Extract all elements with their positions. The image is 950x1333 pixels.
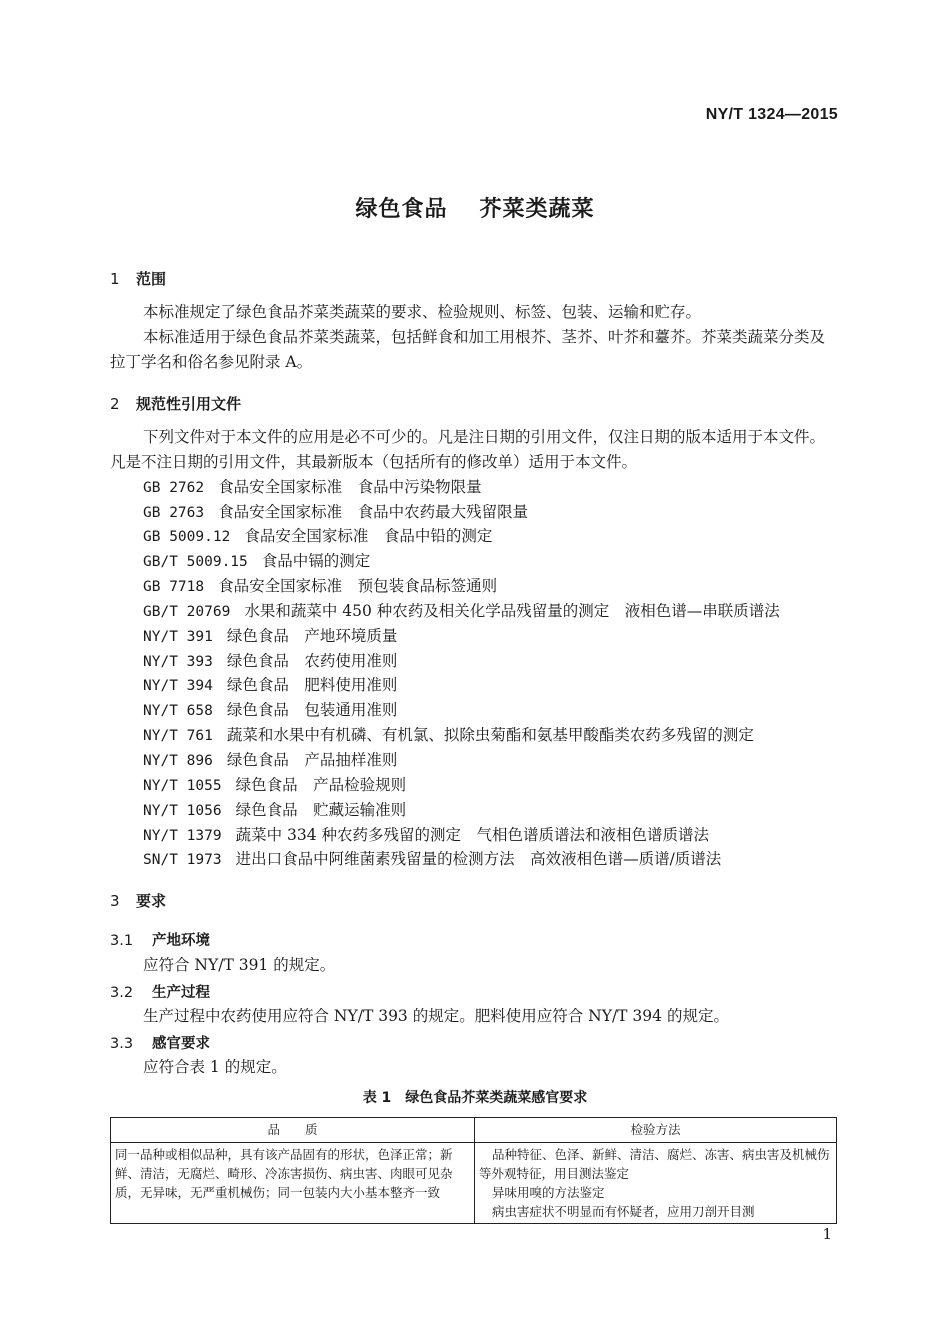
subsection-number: 3.2	[110, 985, 134, 1001]
section-2-number: 2	[110, 395, 120, 413]
reference-code: NY/T 896	[143, 753, 213, 769]
reference-title: 绿色食品 农药使用准则	[226, 652, 398, 670]
reference-title: 食品安全国家标准 食品中污染物限量	[218, 478, 482, 496]
subsection-3-1-text: 应符合 NY/T 391 的规定。	[143, 956, 336, 974]
subsection-3-2-heading	[110, 981, 210, 1002]
section-2-intro: 下列文件对于本文件的应用是必不可少的。凡是注日期的引用文件，仅注日期的版本适用于本文件。凡是不注日期的引用文件，其最新版本（包括所有的修改单）适用于本文件。	[110, 428, 826, 471]
reference-title: 绿色食品 包装通用准则	[226, 701, 398, 719]
reference-code: NY/T 394	[143, 678, 213, 694]
column-header-quality: 品 质	[111, 1118, 475, 1143]
reference-item	[143, 475, 482, 501]
reference-item	[143, 524, 492, 550]
section-3-heading	[110, 890, 166, 911]
section-1-para-1: 本标准规定了绿色食品芥菜类蔬菜的要求、检验规则、标签、包装、运输和贮存。	[143, 303, 702, 321]
section-2-title: 规范性引用文件	[136, 395, 242, 413]
reference-code: GB/T 20769	[143, 604, 231, 620]
subsection-3-1-heading	[110, 929, 210, 950]
reference-item	[143, 698, 397, 724]
reference-code: NY/T 761	[143, 728, 213, 744]
method-line: 品种特征、色泽、新鲜、清洁、腐烂、冻害、病虫害及机械伤等外观特征，用目测法鉴定	[479, 1147, 830, 1181]
reference-code: GB 7718	[143, 579, 205, 595]
subsection-3-3-heading	[110, 1032, 210, 1053]
section-1-number: 1	[110, 270, 120, 288]
page-number: 1	[822, 1225, 832, 1243]
section-3-number: 3	[110, 892, 120, 910]
standard-code: NY/T 1324—2015	[705, 106, 838, 123]
reference-code: NY/T 1056	[143, 803, 222, 819]
reference-item	[143, 748, 397, 774]
subsection-number: 3.1	[110, 933, 134, 949]
table-1-caption: 表 1 绿色食品芥菜类蔬菜感官要求	[362, 1090, 588, 1106]
reference-title: 食品中镉的测定	[261, 552, 371, 570]
document-title	[0, 192, 950, 223]
reference-item	[143, 574, 497, 600]
reference-code: NY/T 1055	[143, 778, 222, 794]
title-part-2: 芥菜类蔬菜	[479, 197, 595, 222]
column-header-method: 检验方法	[475, 1118, 837, 1143]
reference-code: NY/T 658	[143, 703, 213, 719]
title-part-1: 绿色食品	[355, 197, 448, 222]
sensory-requirements-table	[110, 1117, 837, 1224]
reference-title: 水果和蔬菜中 450 种农药及相关化学品残留量的测定 液相色谱—串联质谱法	[244, 602, 780, 620]
reference-item	[143, 673, 397, 699]
section-1-para-2: 本标准适用于绿色食品芥菜类蔬菜，包括鲜食和加工用根芥、茎芥、叶芥和薹芥。芥菜类蔬菜分类及拉丁学名和俗名参见附录 A。	[110, 328, 826, 371]
reference-code: GB 5009.12	[143, 529, 231, 545]
reference-item	[143, 823, 709, 849]
reference-item	[143, 723, 754, 749]
subsection-title: 生产过程	[152, 985, 210, 1001]
reference-item	[143, 500, 528, 526]
method-line: 病虫害症状不明显而有怀疑者，应用刀剖开目测	[492, 1204, 755, 1219]
reference-title: 进出口食品中阿维菌素残留量的检测方法 高效液相色谱—质谱/质谱法	[235, 850, 722, 868]
reference-item	[143, 847, 721, 873]
reference-title: 蔬菜中 334 种农药多残留的测定 气相色谱质谱法和液相色谱质谱法	[235, 826, 710, 844]
reference-code: GB/T 5009.15	[143, 554, 248, 570]
reference-title: 绿色食品 产品抽样准则	[226, 751, 398, 769]
reference-title: 食品安全国家标准 食品中农药最大残留限量	[218, 503, 529, 521]
reference-item	[143, 773, 406, 799]
reference-item	[143, 798, 406, 824]
method-line: 异味用嗅的方法鉴定	[492, 1185, 605, 1200]
reference-title: 绿色食品 贮藏运输准则	[235, 801, 407, 819]
reference-title: 绿色食品 肥料使用准则	[226, 676, 398, 694]
reference-title: 蔬菜和水果中有机磷、有机氯、拟除虫菊酯和氨基甲酸酯类农药多残留的测定	[226, 726, 754, 744]
reference-code: GB 2763	[143, 505, 205, 521]
reference-item	[143, 599, 780, 625]
subsection-3-2-text: 生产过程中农药使用应符合 NY/T 393 的规定。肥料使用应符合 NY/T 394 的规定。	[143, 1007, 729, 1025]
reference-code: NY/T 1379	[143, 828, 222, 844]
reference-title: 食品安全国家标准 食品中铅的测定	[244, 527, 493, 545]
table-header-row	[111, 1118, 837, 1143]
subsection-3-3-text: 应符合表 1 的规定。	[143, 1058, 287, 1076]
reference-title: 食品安全国家标准 预包装食品标签通则	[218, 577, 498, 595]
section-1-heading	[110, 268, 166, 289]
reference-code: SN/T 1973	[143, 852, 222, 868]
reference-code: GB 2762	[143, 480, 205, 496]
reference-code: NY/T 391	[143, 629, 213, 645]
reference-code: NY/T 393	[143, 654, 213, 670]
reference-item	[143, 549, 370, 575]
subsection-number: 3.3	[110, 1036, 134, 1052]
subsection-title: 感官要求	[152, 1036, 210, 1052]
section-1-title: 范围	[136, 270, 167, 288]
reference-item	[143, 624, 397, 650]
subsection-title: 产地环境	[152, 933, 210, 949]
method-cell	[475, 1143, 837, 1224]
reference-title: 绿色食品 产品检验规则	[235, 776, 407, 794]
table-row	[111, 1143, 837, 1224]
section-3-title: 要求	[136, 892, 167, 910]
quality-cell: 同一品种或相似品种，具有该产品固有的形状，色泽正常；新鲜、清洁，无腐烂、畸形、冷冻害损伤、病虫害、肉眼可见杂质，无异味，无严重机械伤；同一包装内大小基本整齐一致	[111, 1143, 475, 1224]
reference-title: 绿色食品 产地环境质量	[226, 627, 398, 645]
section-2-heading	[110, 393, 241, 414]
reference-item	[143, 649, 397, 675]
